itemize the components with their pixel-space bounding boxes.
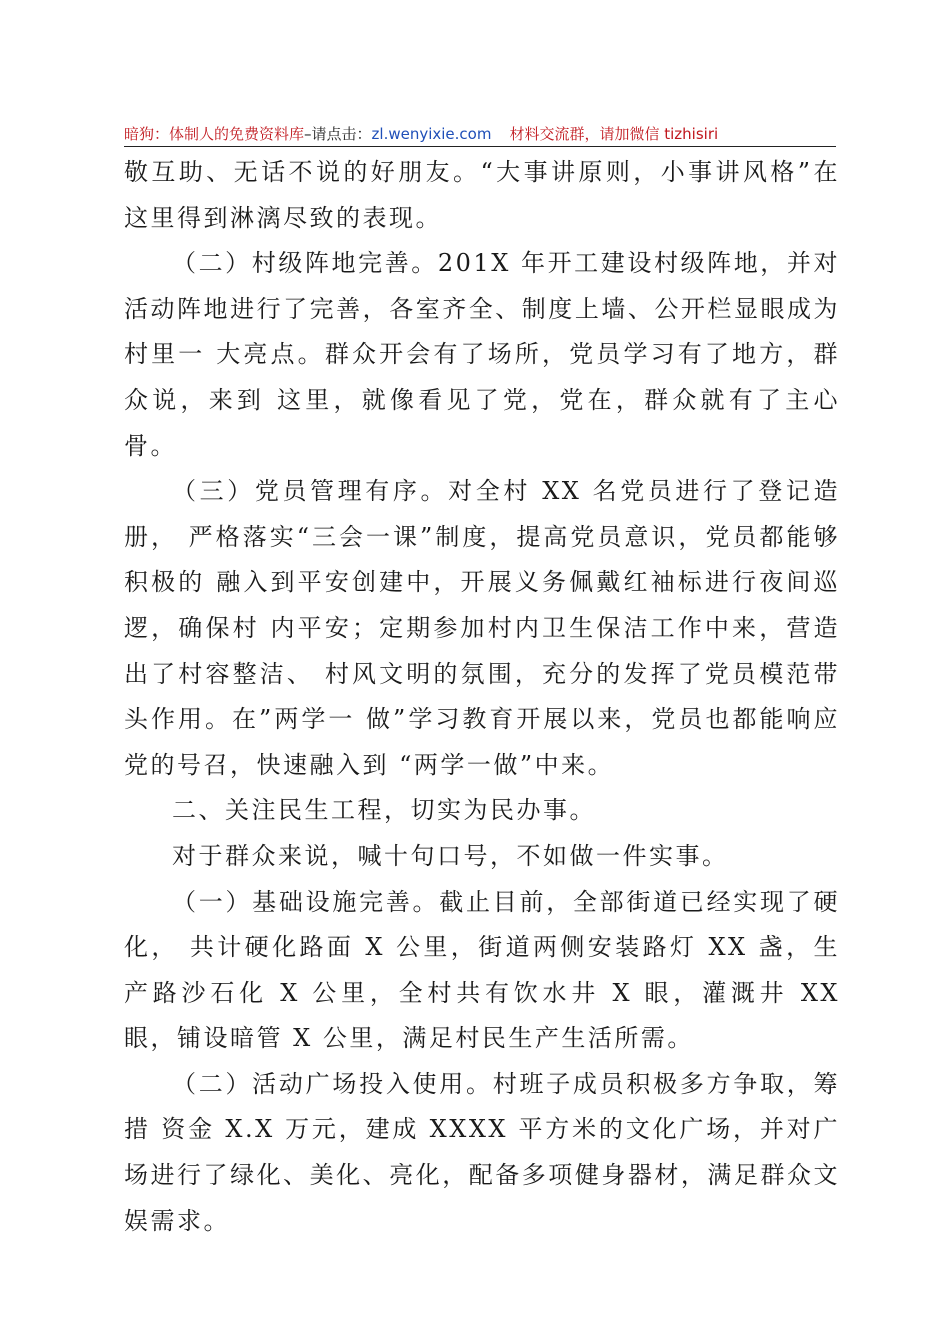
paragraph-infrastructure: （一）基础设施完善。截止目前，全部街道已经实现了硬化， 共计硬化路面 X 公里，街道两侧安装路灯 XX 盏，生产路沙石化 X 公里，全村共有饮水井 X 眼，灌溉井 XX 眼，铺设暗管 X 公里，满足村民生产生活所需。 [124, 887, 840, 1053]
paragraph-activity-square: （二）活动广场投入使用。村班子成员积极多方争取，筹措 资金 X.X 万元，建成 XXXX 平方米的文化广场，并对广场进行了绿化、美化、亮化，配备多项健身器材，满足群众文娱需求。 [124, 1069, 840, 1235]
header-url-link[interactable]: zl.wenyixie.com [371, 125, 492, 143]
document-body [124, 150, 840, 1244]
header-site-name: 暗狗：体制人的免费资料库 [124, 125, 305, 143]
page-header-banner [124, 122, 836, 147]
section-heading-livelihood: 二、关注民生工程，切实为民办事。 [172, 796, 596, 825]
paragraph-party-member-management: （三）党员管理有序。对全村 XX 名党员进行了登记造册， 严格落实“三会一课”制度，提高党员意识，党员都能够积极的 融入到平安创建中，开展义务佩戴红袖标进行夜间巡逻，确保村 内平安；定期参加村内卫生保洁工作中来，营造出了村容整洁、 村风文明的氛围，充分的发挥了党员模范带头作用。在”两学一 做”学习教育开展以来，党员也都能响应党的号召，快速融入到 “两学一做”中来。 [124, 477, 840, 779]
paragraph-continuation: 敬互助、无话不说的好朋友。“大事讲原则，小事讲风格”在这里得到淋漓尽致的表现。 [124, 158, 840, 232]
paragraph-intro-livelihood: 对于群众来说，喊十句口号，不如做一件实事。 [172, 841, 729, 870]
header-prompt: –请点击： [304, 125, 372, 143]
paragraph-village-position: （二）村级阵地完善。201X 年开工建设村级阵地，并对活动阵地进行了完善，各室齐全、制度上墙、公开栏显眼成为村里一 大亮点。群众开会有了场所，党员学习有了地方，群众说，来到 这里，就像看见了党，党在，群众就有了主心骨。 [124, 249, 840, 460]
header-contact-text: 材料交流群，请加微信 tizhisiri [509, 125, 719, 143]
